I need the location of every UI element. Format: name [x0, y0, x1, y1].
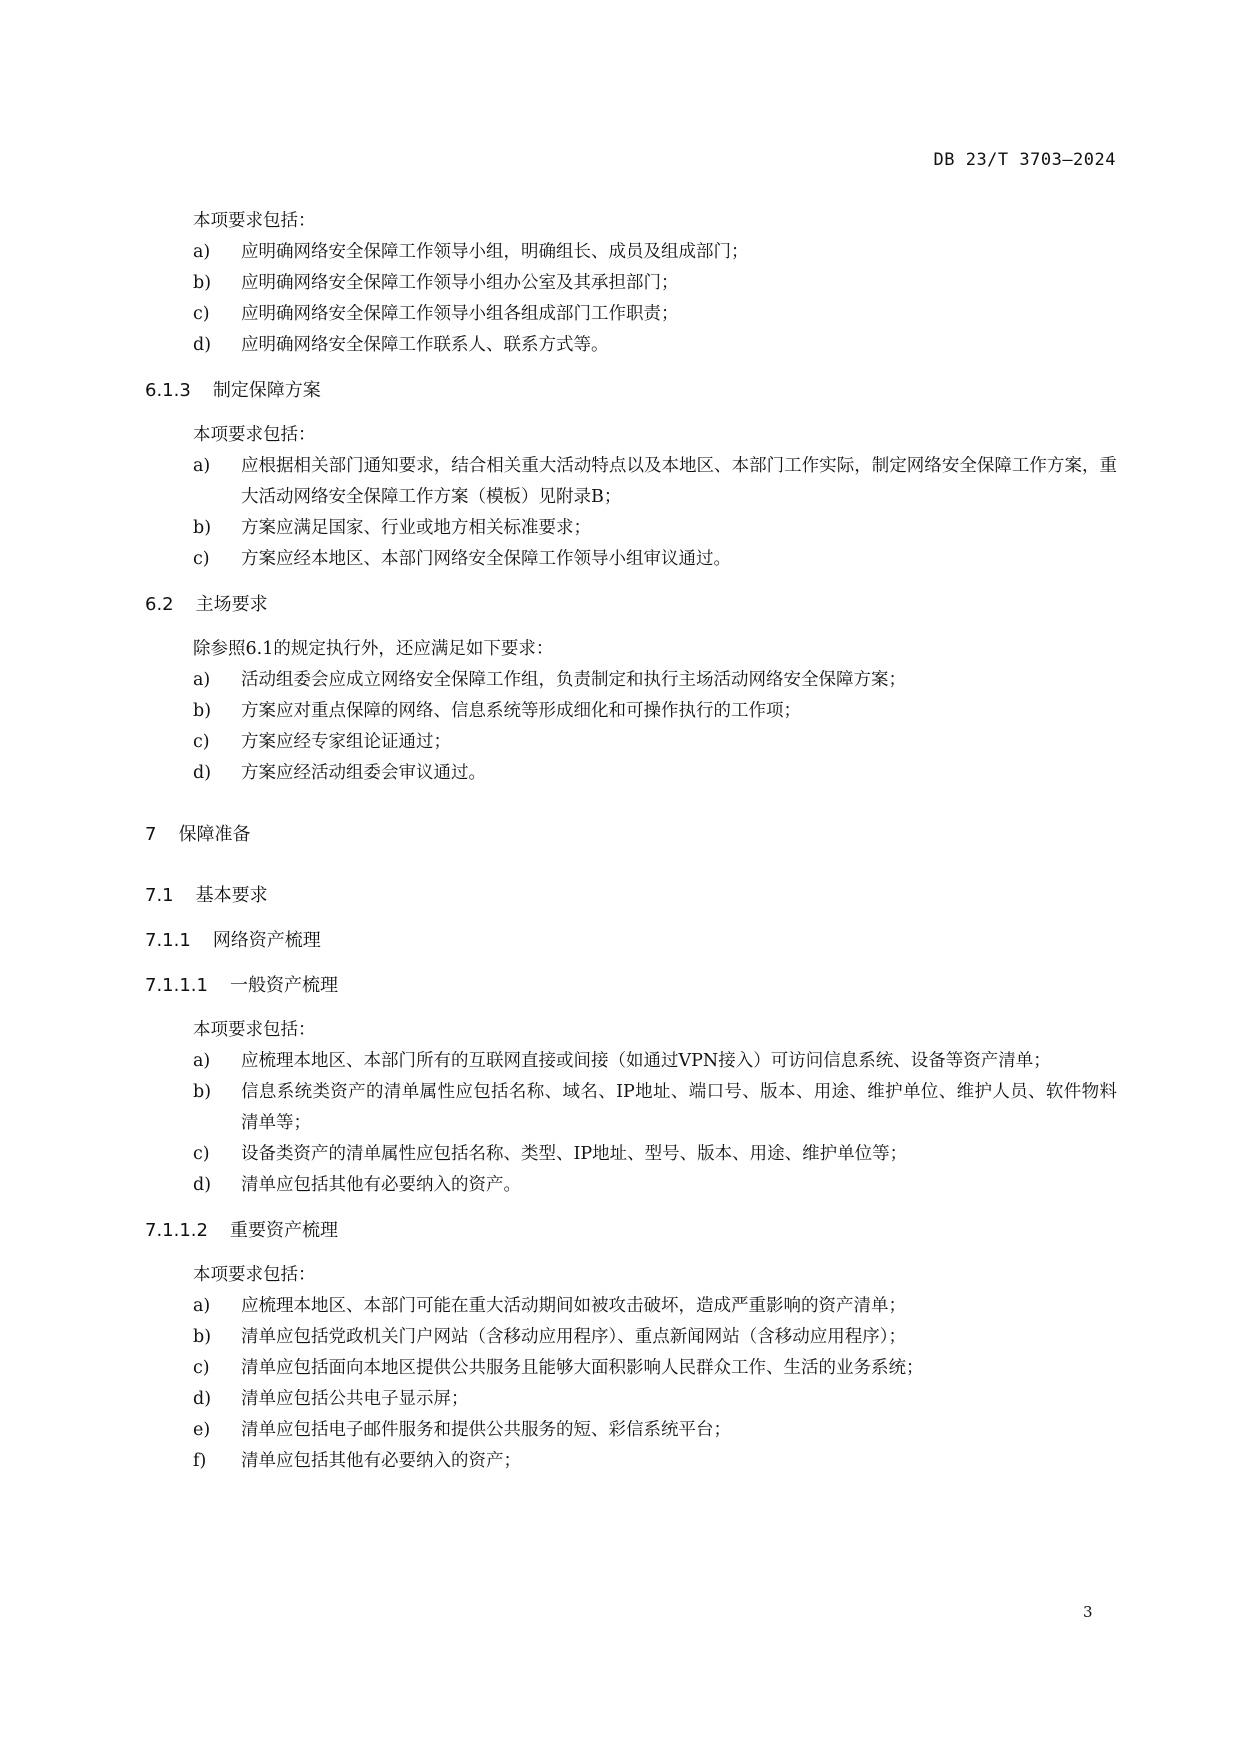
section-intro: 本项要求包括：	[193, 1265, 316, 1285]
section-title: 主场要求	[195, 594, 268, 615]
list-text: 信息系统类资产的清单属性应包括名称、域名、IP地址、端口号、版本、用途、维护单位、维护人员、软件物料清单等；	[241, 1082, 1117, 1133]
list-item	[145, 665, 1117, 696]
list-marker: d)	[193, 763, 212, 783]
list-item	[145, 1446, 1117, 1477]
list-text: 应明确网络安全保障工作领导小组，明确组长、成员及组成部门；	[241, 242, 749, 262]
list-item	[145, 513, 1117, 544]
list-text: 应根据相关部门通知要求，结合相关重大活动特点以及本地区、本部门工作实际，制定网络安全保障工作方案，重大活动网络安全保障工作方案（模板）见附录B；	[241, 456, 1117, 507]
list-text: 应明确网络安全保障工作联系人、联系方式等。	[241, 335, 609, 355]
list-marker: c)	[193, 549, 210, 569]
list-item	[145, 727, 1117, 758]
list-text: 方案应满足国家、行业或地方相关标准要求；	[241, 518, 591, 538]
document-code: DB 23/T 3703—2024	[933, 150, 1116, 170]
list-marker: a)	[193, 1051, 211, 1071]
list-text: 应梳理本地区、本部门所有的互联网直接或间接（如通过VPN接入）可访问信息系统、设备等资产清单；	[241, 1051, 1051, 1071]
list-item	[145, 451, 1117, 513]
list-text: 清单应包括面向本地区提供公共服务且能够大面积影响人民群众工作、生活的业务系统；	[241, 1358, 924, 1378]
section-heading	[145, 1215, 1117, 1246]
section-heading	[145, 925, 1117, 956]
list-text: 方案应对重点保障的网络、信息系统等形成细化和可操作执行的工作项；	[241, 701, 801, 721]
page-number: 3	[1083, 1603, 1093, 1621]
list-item	[145, 544, 1117, 575]
list-marker: d)	[193, 335, 212, 355]
list-item	[145, 330, 1117, 361]
list-marker: c)	[193, 1144, 210, 1164]
document-body	[145, 206, 1117, 1477]
list-text: 清单应包括电子邮件服务和提供公共服务的短、彩信系统平台；	[241, 1420, 731, 1440]
section-heading	[145, 375, 1117, 406]
list-item	[145, 299, 1117, 330]
section-number: 6.2	[145, 594, 174, 615]
list-item	[145, 1353, 1117, 1384]
list-marker: b)	[193, 1327, 212, 1347]
section-number: 6.1.3	[145, 380, 191, 401]
list-item	[145, 1415, 1117, 1446]
section-title: 一般资产梳理	[229, 975, 338, 996]
list-text: 方案应经本地区、本部门网络安全保障工作领导小组审议通过。	[241, 549, 731, 569]
list-item	[145, 696, 1117, 727]
section-intro: 本项要求包括：	[193, 425, 316, 445]
list-marker: c)	[193, 732, 210, 752]
list-item	[145, 758, 1117, 789]
section-title: 保障准备	[178, 824, 251, 845]
section-heading	[145, 880, 1117, 911]
list-item	[145, 1139, 1117, 1170]
list-item	[145, 1077, 1117, 1139]
list-marker: c)	[193, 304, 210, 324]
list-text: 清单应包括公共电子显示屏；	[241, 1389, 469, 1409]
list-marker: b)	[193, 518, 212, 538]
list-text: 方案应经专家组论证通过；	[241, 732, 451, 752]
list-text: 应明确网络安全保障工作领导小组各组成部门工作职责；	[241, 304, 679, 324]
section-title: 网络资产梳理	[212, 930, 321, 951]
list-marker: d)	[193, 1175, 212, 1195]
list-item	[145, 1322, 1117, 1353]
list-marker: f)	[193, 1451, 207, 1471]
section-title: 制定保障方案	[212, 380, 321, 401]
list-marker: b)	[193, 273, 212, 293]
list-marker: c)	[193, 1358, 210, 1378]
list-marker: e)	[193, 1420, 211, 1440]
section-heading	[145, 589, 1117, 620]
list-marker: d)	[193, 1389, 212, 1409]
section-number: 7.1.1	[145, 930, 191, 951]
list-text: 设备类资产的清单属性应包括名称、类型、IP地址、型号、版本、用途、维护单位等；	[241, 1144, 908, 1164]
section-title: 基本要求	[195, 885, 268, 906]
list-marker: a)	[193, 670, 211, 690]
list-marker: a)	[193, 1296, 211, 1316]
list-item	[145, 268, 1117, 299]
section-number: 7.1	[145, 885, 174, 906]
list-text: 清单应包括党政机关门户网站（含移动应用程序）、重点新闻网站（含移动应用程序）；	[241, 1327, 906, 1347]
section-intro: 本项要求包括：	[193, 211, 316, 231]
list-text: 清单应包括其他有必要纳入的资产；	[241, 1451, 521, 1471]
list-item	[145, 1291, 1117, 1322]
list-marker: a)	[193, 242, 211, 262]
section-number: 7	[145, 824, 157, 845]
section-number: 7.1.1.2	[145, 1220, 208, 1241]
list-marker: b)	[193, 1082, 212, 1102]
chapter-heading	[145, 819, 1117, 850]
section-intro: 除参照6.1的规定执行外，还应满足如下要求：	[193, 639, 554, 659]
list-marker: b)	[193, 701, 212, 721]
list-text: 方案应经活动组委会审议通过。	[241, 763, 486, 783]
section-intro: 本项要求包括：	[193, 1020, 316, 1040]
list-text: 清单应包括其他有必要纳入的资产。	[241, 1175, 521, 1195]
section-number: 7.1.1.1	[145, 975, 208, 996]
list-marker: a)	[193, 456, 211, 476]
section-heading	[145, 970, 1117, 1001]
list-item	[145, 1170, 1117, 1201]
section-title: 重要资产梳理	[229, 1220, 338, 1241]
list-text: 应明确网络安全保障工作领导小组办公室及其承担部门；	[241, 273, 679, 293]
list-item	[145, 237, 1117, 268]
list-text: 应梳理本地区、本部门可能在重大活动期间如被攻击破坏，造成严重影响的资产清单；	[241, 1296, 906, 1316]
list-text: 活动组委会应成立网络安全保障工作组，负责制定和执行主场活动网络安全保障方案；	[241, 670, 906, 690]
list-item	[145, 1046, 1117, 1077]
list-item	[145, 1384, 1117, 1415]
